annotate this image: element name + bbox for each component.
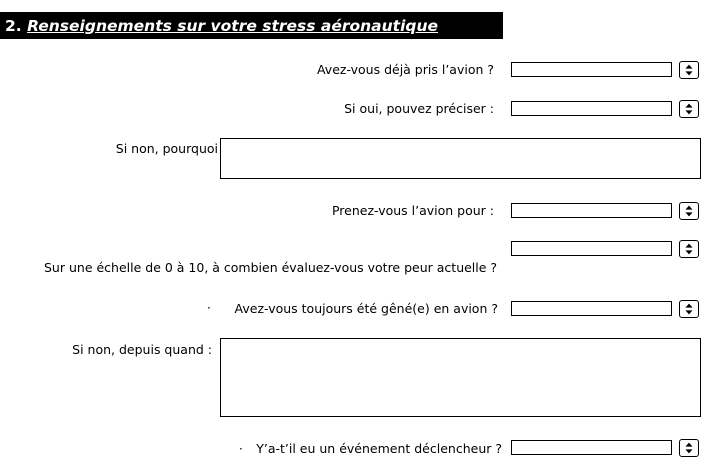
evenement-declencheur-label: Y’a-t’il eu un événement déclencheur ? — [256, 441, 502, 456]
depuis-quand-label: Si non, depuis quand : — [72, 342, 212, 357]
up-down-arrows-icon — [680, 62, 698, 78]
up-down-arrows-icon — [680, 203, 698, 219]
echelle-peur-select[interactable] — [511, 241, 672, 256]
depuis-quand-textarea[interactable] — [220, 338, 701, 417]
si-oui-preciser-label: Si oui, pouvez préciser : — [344, 101, 494, 116]
si-oui-preciser-stepper[interactable] — [679, 100, 699, 118]
toujours-gene-stepper[interactable] — [679, 300, 699, 318]
section-header — [0, 12, 503, 39]
deja-pris-avion-select[interactable] — [511, 62, 672, 77]
prenez-avion-pour-label: Prenez-vous l’avion pour : — [331, 203, 494, 218]
evenement-declencheur-select[interactable] — [511, 440, 672, 455]
section-title — [0, 17, 438, 35]
deja-pris-avion-stepper[interactable] — [679, 61, 699, 79]
toujours-gene-label: Avez-vous toujours été gêné(e) en avion ? — [234, 301, 498, 316]
echelle-peur-label: Sur une échelle de 0 à 10, à combien évaluez-vous votre peur actuelle ? — [44, 260, 498, 275]
evenement-declencheur-bullet: · — [239, 442, 243, 456]
si-non-pourquoi-label: Si non, pourquoi — [115, 141, 218, 156]
up-down-arrows-icon — [680, 241, 698, 257]
prenez-avion-pour-stepper[interactable] — [679, 202, 699, 220]
prenez-avion-pour-select[interactable] — [511, 203, 672, 218]
section-number: 2. — [5, 16, 22, 35]
up-down-arrows-icon — [680, 440, 698, 456]
up-down-arrows-icon — [680, 101, 698, 117]
toujours-gene-select[interactable] — [511, 301, 672, 316]
toujours-gene-bullet: · — [207, 301, 211, 315]
si-non-pourquoi-textarea[interactable] — [220, 138, 701, 179]
si-oui-preciser-select[interactable] — [511, 101, 672, 116]
evenement-declencheur-stepper[interactable] — [679, 439, 699, 457]
section-title-text: Renseignements sur votre stress aéronautique — [27, 16, 439, 35]
echelle-peur-stepper[interactable] — [679, 240, 699, 258]
up-down-arrows-icon — [680, 301, 698, 317]
deja-pris-avion-label: Avez-vous déjà pris l’avion ? — [316, 62, 494, 77]
